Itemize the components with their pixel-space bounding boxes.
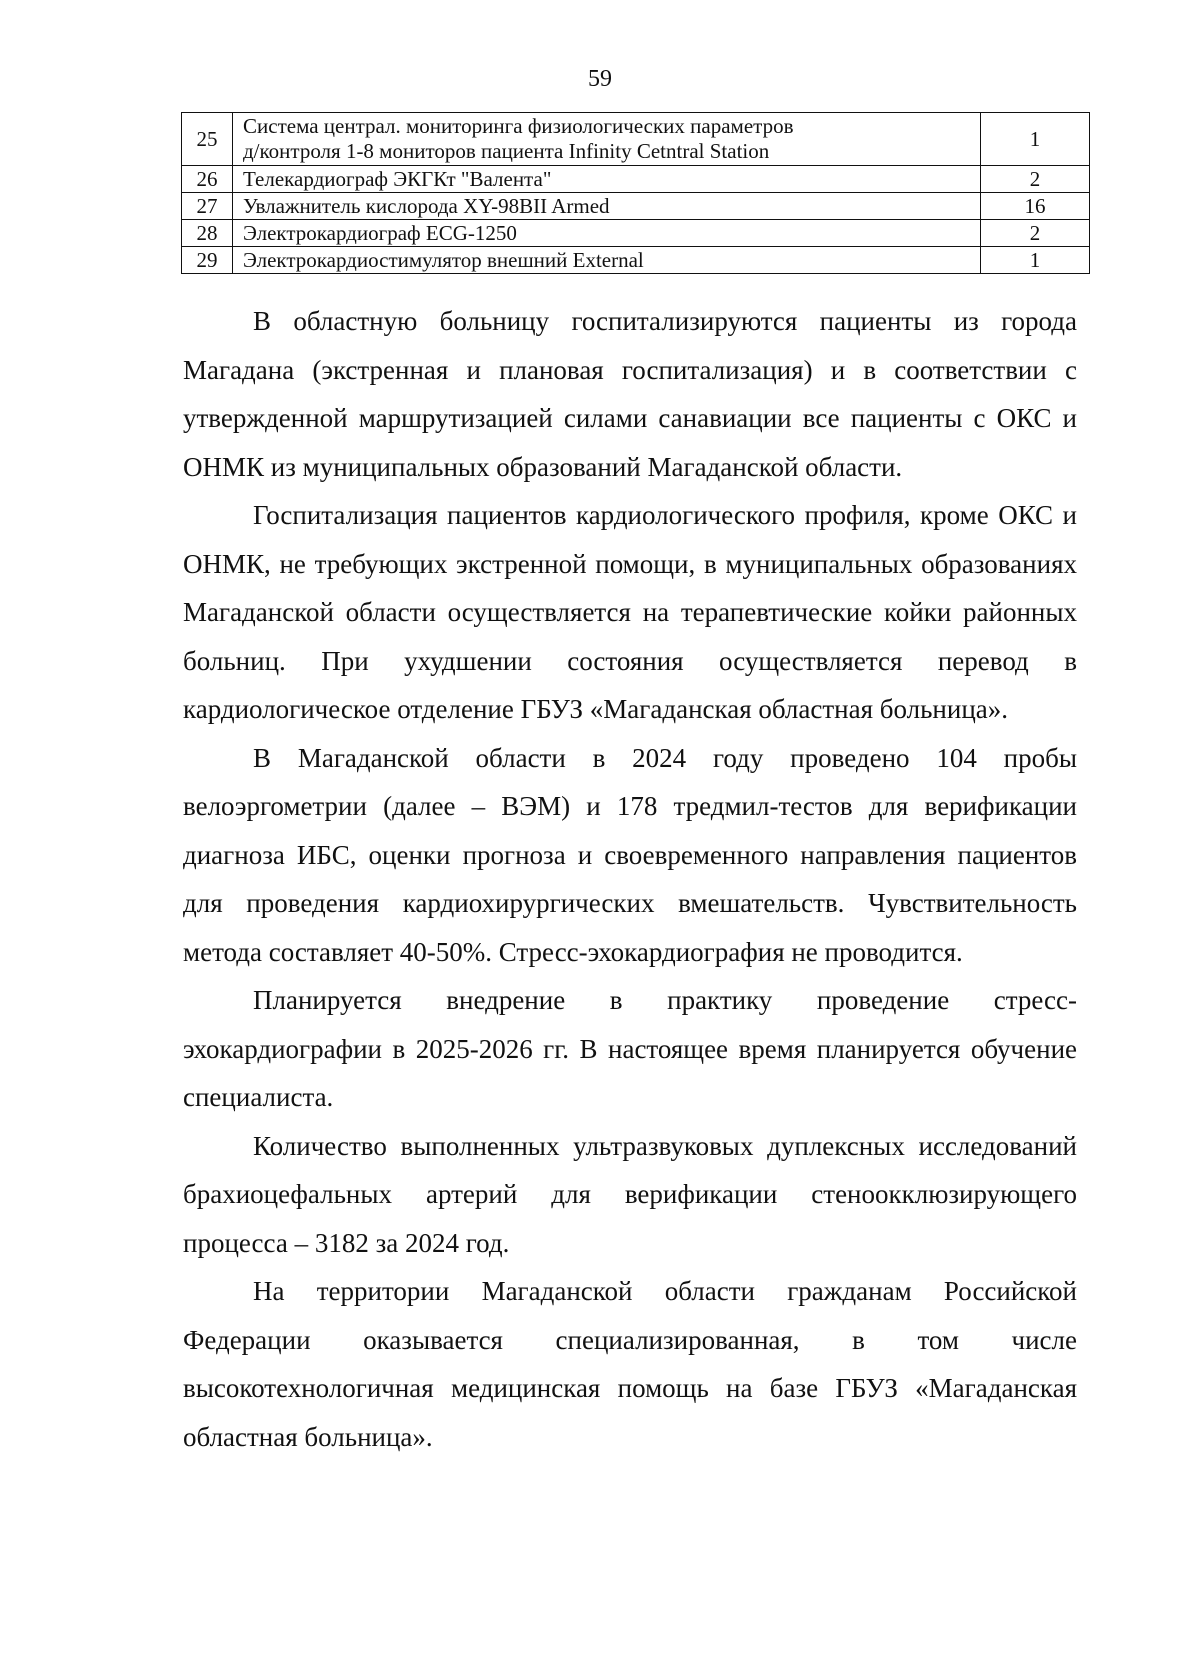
body-text: [183, 297, 1077, 1461]
equipment-name-line: д/контроля 1-8 мониторов пациента Infinity Cetntral Station: [243, 139, 770, 163]
equipment-quantity: 1: [981, 247, 1090, 274]
paragraph-specialized-care: На территории Магаданской области гражданам Российской Федерации оказывается специализированная, в том числе высокотехнологичная медицинская помощь на базе ГБУЗ «Магаданская областная больница».: [183, 1276, 1077, 1452]
equipment-table: [181, 112, 1090, 274]
page-number: 59: [588, 66, 612, 92]
paragraph-duplex-studies: Количество выполненных ультразвуковых дуплексных исследований брахиоцефальных артерий для верификации стеноокклюзирующего процесса – 3182 за 2024 год.: [183, 1130, 1077, 1258]
equipment-name-line: Система централ. мониторинга физиологических параметров: [243, 114, 794, 138]
paragraph-stress-echo-plan: Планируется внедрение в практику проведение стресс-эхокардиографии в 2025-2026 гг. В настоящее время планируется обучение специалиста.: [183, 985, 1077, 1112]
table-row: [182, 166, 1090, 193]
equipment-name: Телекардиограф ЭКГКт "Валента": [233, 166, 981, 193]
row-number: 29: [182, 247, 233, 274]
row-number: 25: [182, 113, 233, 166]
equipment-name: Увлажнитель кислорода XY-98BII Armed: [233, 193, 981, 220]
equipment-quantity: 1: [981, 113, 1090, 166]
row-number: 27: [182, 193, 233, 220]
equipment-quantity: 16: [981, 193, 1090, 220]
table-row: [182, 113, 1090, 166]
row-number: 26: [182, 166, 233, 193]
equipment-quantity: 2: [981, 166, 1090, 193]
equipment-quantity: 2: [981, 220, 1090, 247]
equipment-name: Электрокардиостимулятор внешний External: [233, 247, 981, 274]
paragraph-hospitalization: В областную больницу госпитализируются пациенты из города Магадана (экстренная и плановая госпитализация) и в соответствии с утвержденной маршрутизацией силами санавиации все пациенты с ОКС и ОНМК из муниципальных образований Магаданской области.: [183, 306, 1077, 482]
table-row: [182, 193, 1090, 220]
equipment-name: Электрокардиограф ECG-1250: [233, 220, 981, 247]
row-number: 28: [182, 220, 233, 247]
paragraph-cardiology-profile: Госпитализация пациентов кардиологического профиля, кроме ОКС и ОНМК, не требующих экстренной помощи, в муниципальных образованиях Магаданской области осуществляется на терапевтические койки районных больниц. При ухудшении состояния осуществляется перевод в кардиологическое отделение ГБУЗ «Магаданская областная больница».: [183, 500, 1077, 724]
equipment-name: [233, 113, 981, 166]
paragraph-stress-tests: В Магаданской области в 2024 году проведено 104 пробы велоэргометрии (далее – ВЭМ) и 178 тредмил-тестов для верификации диагноза ИБС, оценки прогноза и своевременного направления пациентов для проведения кардиохирургических вмешательств. Чувствительность метода составляет 40-50%. Стресс-эхокардиография не проводится.: [183, 742, 1077, 967]
table-row: [182, 220, 1090, 247]
table-row: [182, 247, 1090, 274]
